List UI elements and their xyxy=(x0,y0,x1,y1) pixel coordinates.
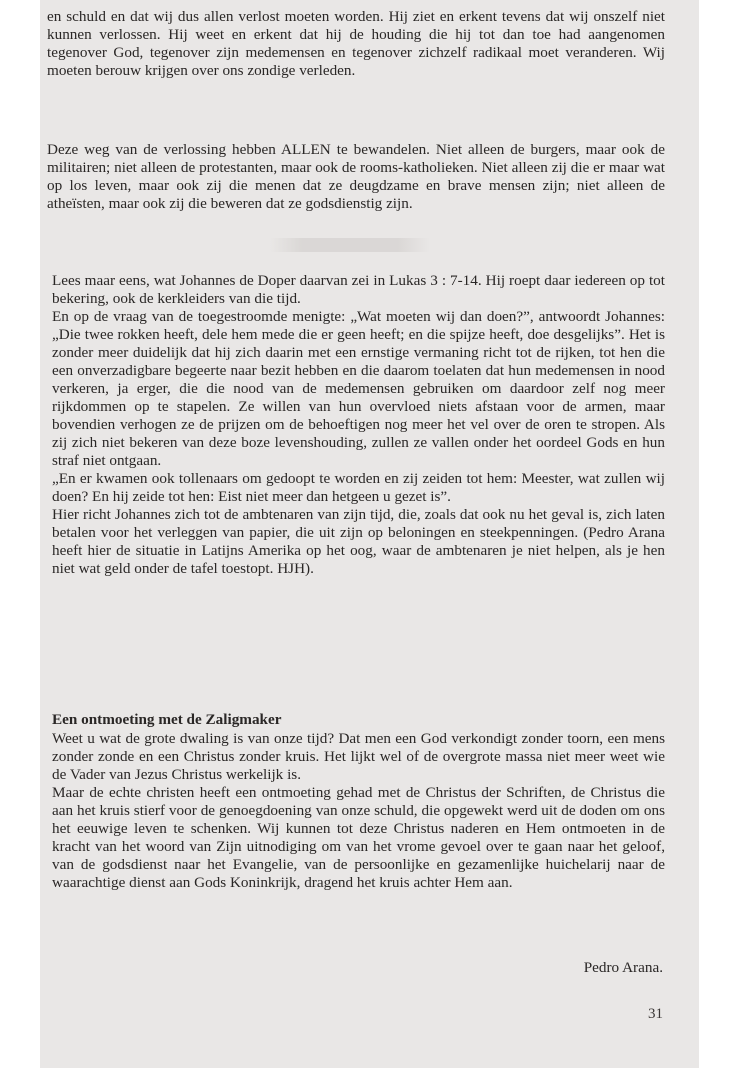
paragraph-4: Weet u wat de grote dwaling is van onze tijd? Dat men een God verkondigt zonder toorn, een mens zonder zonde en een Christus zonder kruis. Het lijkt wel of de overgrote massa niet meer weet wie de Vader van Jezus Christus werkelijk is. Maar de echte christen heeft een ontmoeting gehad met de Christus der Schriften, de Christus die aan het kruis stierf voor de genoegdoening van onze schuld, die opgewekt werd uit de doden om ons het eeuwige leven te schenken. Wij kunnen tot deze Christus naderen en Hem ontmoeten in de kracht van het woord van Zijn uitnodiging om van het vrome gevoel over te gaan naar het geloof, van de godsdienst naar het Evangelie, van de persoonlijke en gezamenlijke huichelarij naar de waarachtige dienst aan Gods Koninkrijk, dragend het kruis achter Hem aan. xyxy=(52,730,665,891)
show-through-mark xyxy=(270,238,430,252)
section-heading: Een ontmoeting met de Zaligmaker xyxy=(52,711,282,728)
author-signature: Pedro Arana. xyxy=(583,959,663,976)
page-number: 31 xyxy=(648,1006,663,1022)
paragraph-3: Lees maar eens, wat Johannes de Doper daarvan zei in Lukas 3 : 7-14. Hij roept daar iedereen op tot bekering, ook de kerkleiders van die tijd. En op de vraag van de toegestroomde menigte: „Wat moeten wij dan doen?”, antwoordt Johannes: „Die twee rokken heeft, dele hem mede die er geen heeft; en die spijze heeft, doe desgelijks”. Het is zonder meer duidelijk dat hij zich daarin met een ernstige vermaning richt tot de rijken, tot hen die een onverzadigbare begeerte naar bezit hebben en die daarom toelaten dat hun medemensen in nood verkeren, ja erger, die die nood van de medemensen gebruiken om daardoor zelf nog meer rijkdommen op te stapelen. Ze willen van hun overvloed niets afstaan voor de armen, maar bovendien verhogen ze de prijzen om de behoeftigen nog meer het vel over de oren te stropen. Als zij zich niet bekeren van deze boze levenshouding, zullen ze vallen onder het oordeel Gods en hun straf niet ontgaan. „En er kwamen ook tollenaars om gedoopt te worden en zij zeiden tot hem: Meester, wat zullen wij doen? En hij zeide tot hen: Eist niet meer dan hetgeen u gezet is”. Hier richt Johannes zich tot de ambtenaren van zijn tijd, die, zoals dat ook nu het geval is, zich laten betalen voor het verleggen van papier, die uit zijn op beloningen en steekpenningen. (Pedro Arana heeft hier de situatie in Latijns Amerika op het oog, waar de ambtenaren je niet helpen, als je hen niet wat geld onder de tafel toestopt. HJH). xyxy=(52,272,665,577)
paragraph-1: en schuld en dat wij dus allen verlost moeten worden. Hij ziet en erkent tevens dat wij onszelf niet kunnen verlossen. Hij weet en erkent dat hij de houding die hij tot dan toe had aangenomen tegenover God, tegenover zijn medemensen en tegenover zichzelf radikaal moet veranderen. Wij moeten berouw krijgen over ons zondige verleden. xyxy=(47,8,665,79)
paragraph-2: Deze weg van de verlossing hebben ALLEN te bewandelen. Niet alleen de burgers, maar ook de militairen; niet alleen de protestanten, maar ook de rooms-katholieken. Niet alleen zij die er maar wat op los leven, maar ook zij die menen dat ze deugdzame en brave mensen zijn; niet alleen de atheïsten, maar ook zij die beweren dat ze godsdienstig zijn. xyxy=(47,141,665,212)
